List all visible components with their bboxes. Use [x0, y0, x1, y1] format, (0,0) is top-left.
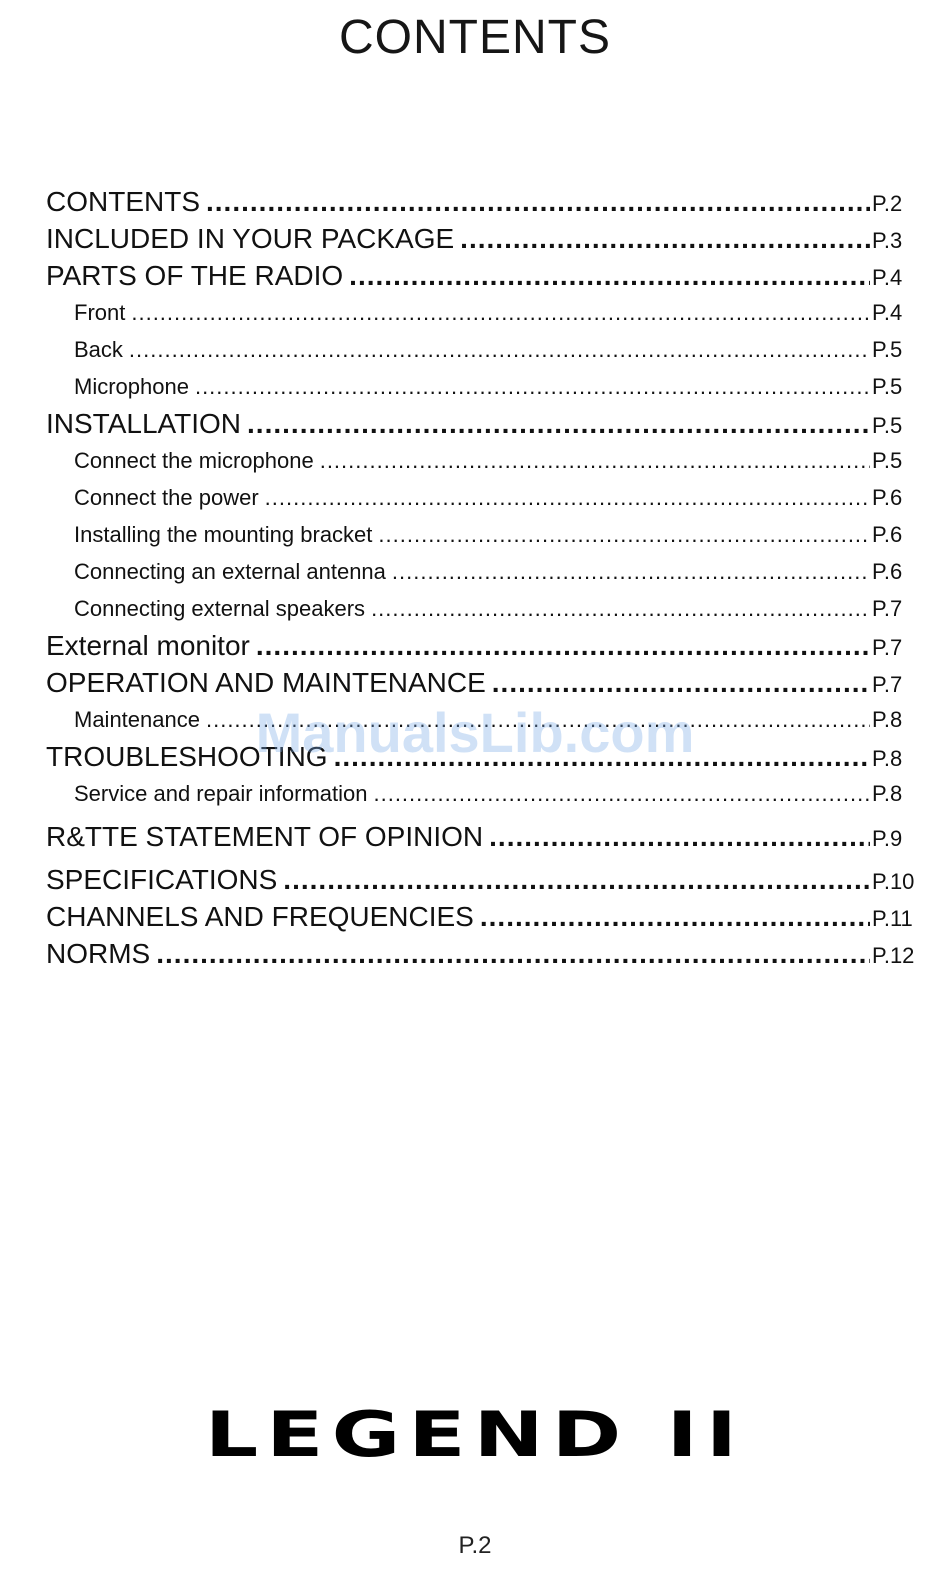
toc-entry-service-repair[interactable]	[46, 775, 920, 812]
toc-leader-dots	[256, 627, 870, 664]
toc-entry-label: Connecting external speakers	[74, 596, 366, 621]
toc-entry-page: P.5	[872, 337, 903, 362]
toc-entry-included[interactable]	[46, 220, 920, 257]
toc-entry-label: Maintenance	[74, 707, 200, 732]
toc-leader-dots	[206, 701, 870, 738]
toc-entry-page: P.8	[872, 781, 903, 806]
toc-entry-page: P.12	[872, 943, 915, 968]
toc-leader-dots	[392, 553, 870, 590]
toc-leader-dots	[265, 479, 870, 516]
toc-entry-page: P.6	[872, 485, 903, 510]
toc-entry-parts[interactable]	[46, 257, 920, 294]
toc-entry-label: INCLUDED IN YOUR PACKAGE	[46, 223, 455, 254]
toc-entry-label: SPECIFICATIONS	[46, 864, 278, 895]
toc-entry-label: Microphone	[74, 374, 189, 399]
toc-entry-front[interactable]	[46, 294, 920, 331]
toc-entry-label: Connecting an external antenna	[74, 559, 386, 584]
toc-entry-specifications[interactable]	[46, 861, 920, 898]
toc-entry-page: P.6	[872, 522, 903, 547]
toc-leader-dots	[247, 405, 870, 442]
toc-entry-page: P.5	[872, 374, 903, 399]
toc-entry-connect-power[interactable]	[46, 479, 920, 516]
toc-entry-label: INSTALLATION	[46, 408, 242, 439]
toc-entry-label: Back	[74, 337, 123, 362]
toc-entry-label: NORMS	[46, 938, 151, 969]
toc-leader-dots	[460, 220, 870, 257]
toc-leader-dots	[156, 935, 870, 972]
toc-entry-page: P.6	[872, 559, 903, 584]
toc-leader-dots	[373, 775, 870, 812]
toc-entry-label: CONTENTS	[46, 186, 200, 217]
toc-leader-dots	[195, 368, 870, 405]
toc-entry-label: CHANNELS AND FREQUENCIES	[46, 901, 474, 932]
toc-entry-page: P.7	[872, 635, 903, 660]
toc-entry-label: Front	[74, 300, 126, 325]
toc-entry-page: P.3	[872, 228, 903, 253]
toc-leader-dots	[489, 818, 870, 855]
toc-entry-label: OPERATION AND MAINTENANCE	[46, 667, 486, 698]
toc-entry-installation[interactable]	[46, 405, 920, 442]
toc-leader-dots	[349, 257, 870, 294]
toc-entry-label: Connect the microphone	[74, 448, 314, 473]
toc-entry-page: P.7	[872, 672, 903, 697]
toc-entry-page: P.11	[872, 906, 913, 931]
toc-entry-operation[interactable]	[46, 664, 920, 701]
table-of-contents	[46, 183, 920, 972]
page-title: CONTENTS	[339, 11, 611, 64]
toc-entry-label: Service and repair information	[74, 781, 368, 806]
toc-leader-dots	[129, 331, 870, 368]
toc-leader-dots	[131, 294, 870, 331]
toc-leader-dots	[206, 183, 870, 220]
toc-entry-external-antenna[interactable]	[46, 553, 920, 590]
toc-entry-page: P.5	[872, 413, 903, 438]
toc-entry-page: P.8	[872, 746, 903, 771]
toc-entry-page: P.5	[872, 448, 903, 473]
toc-leader-dots	[283, 861, 870, 898]
toc-entry-label: External monitor	[46, 630, 250, 661]
toc-entry-page: P.4	[872, 265, 903, 290]
page-number: P.2	[458, 1532, 492, 1559]
toc-leader-dots	[378, 516, 870, 553]
toc-entry-page: P.10	[872, 869, 915, 894]
toc-entry-external-speakers[interactable]	[46, 590, 920, 627]
toc-entry-maintenance[interactable]	[46, 701, 920, 738]
toc-entry-microphone[interactable]	[46, 368, 920, 405]
toc-entry-page: P.9	[872, 826, 903, 851]
toc-entry-page: P.2	[872, 191, 903, 216]
toc-leader-dots	[334, 738, 870, 775]
toc-entry-back[interactable]	[46, 331, 920, 368]
toc-entry-page: P.4	[872, 300, 903, 325]
toc-entry-rtte-statement[interactable]	[46, 818, 920, 855]
watermark: ManualsLib.com	[255, 701, 695, 764]
toc-entry-troubleshooting[interactable]	[46, 738, 920, 775]
toc-entry-page: P.8	[872, 707, 903, 732]
toc-entry-label: PARTS OF THE RADIO	[46, 260, 344, 291]
toc-leader-dots	[480, 898, 870, 935]
toc-entry-label: R&TTE STATEMENT OF OPINION	[46, 821, 484, 852]
toc-entry-label: Installing the mounting bracket	[74, 522, 373, 547]
legend-ii-logo: LEGEND II	[204, 1398, 746, 1471]
toc-leader-dots	[371, 590, 870, 627]
toc-leader-dots	[320, 442, 870, 479]
toc-entry-norms[interactable]	[46, 935, 920, 972]
toc-entry-external-monitor[interactable]	[46, 627, 920, 664]
toc-entry-label: TROUBLESHOOTING	[46, 741, 328, 772]
toc-entry-contents[interactable]	[46, 183, 920, 220]
toc-entry-channels-frequencies[interactable]	[46, 898, 920, 935]
toc-entry-connect-microphone[interactable]	[46, 442, 920, 479]
toc-entry-label: Connect the power	[74, 485, 259, 510]
toc-entry-mounting-bracket[interactable]	[46, 516, 920, 553]
toc-leader-dots	[492, 664, 870, 701]
toc-entry-page: P.7	[872, 596, 903, 621]
